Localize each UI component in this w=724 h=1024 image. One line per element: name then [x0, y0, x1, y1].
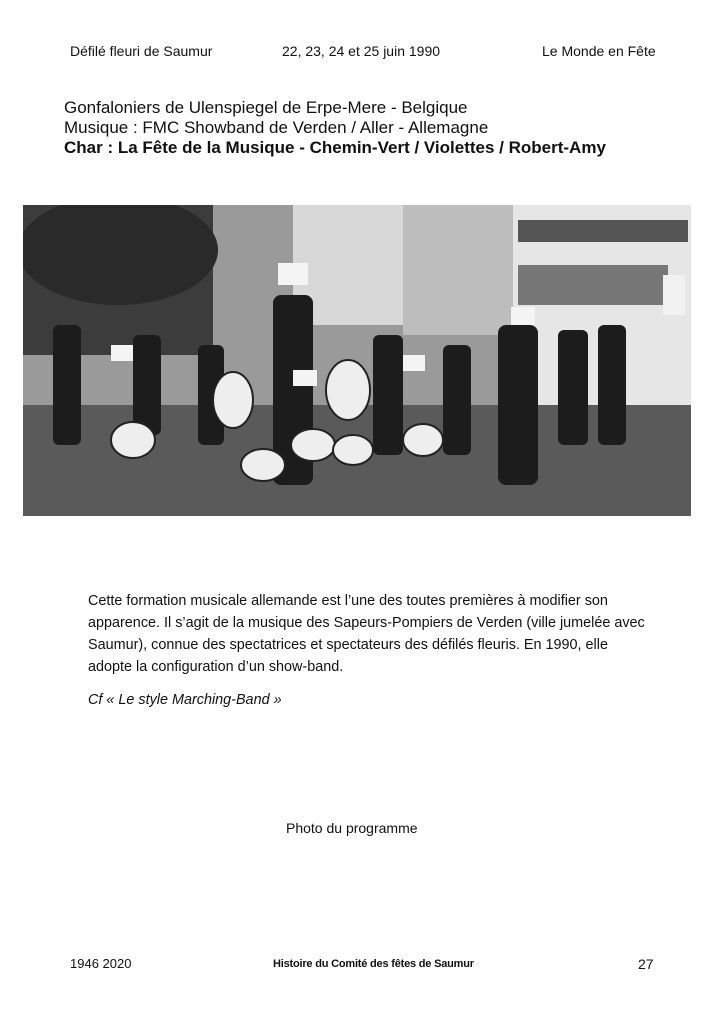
band-photo-illustration	[23, 205, 691, 516]
footer-title: Histoire du Comité des fêtes de Saumur	[273, 958, 474, 970]
footer-years: 1946 2020	[70, 956, 132, 971]
header-date: 22, 23, 24 et 25 juin 1990	[282, 43, 441, 59]
header-left: Défilé fleuri de Saumur	[70, 43, 213, 59]
header-right: Le Monde en Fête	[542, 43, 656, 59]
title-line-float: Char : La Fête de la Musique - Chemin-Vert / Violettes / Robert-Amy	[64, 138, 606, 157]
body-paragraph: Cette formation musicale allemande est l’une des toutes premières à modifier son apparence. Il s’agit de la musique des Sapeurs-Pompiers de Verden (ville jumelée avec Saumur), connue des spectatrices et spectateurs des défilés fleuris. En 1990, elle adopte la configuration d’un show-band.	[88, 593, 645, 675]
band-photo	[23, 205, 691, 516]
body-text	[88, 590, 648, 678]
title-block	[64, 98, 606, 158]
title-line-music: Musique : FMC Showband de Verden / Aller - Allemagne	[64, 118, 489, 137]
reference-note: Cf « Le style Marching-Band »	[88, 692, 282, 708]
page-number: 27	[638, 956, 654, 972]
photo-caption: Photo du programme	[286, 820, 418, 836]
title-line-groups: Gonfaloniers de Ulenspiegel de Erpe-Mere - Belgique	[64, 98, 468, 117]
